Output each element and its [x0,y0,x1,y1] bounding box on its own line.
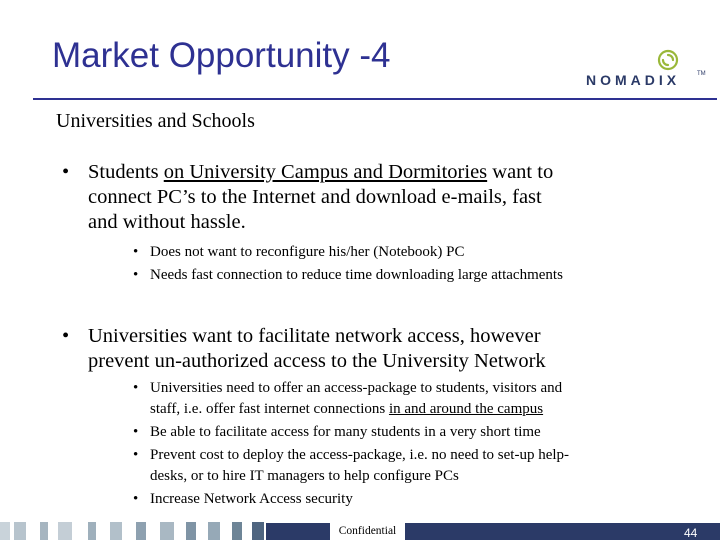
bullet-dot: • [62,161,70,183]
title-divider [33,98,717,100]
bullet-text: Students on University Campus and Dormitories want to [88,161,554,183]
slide-title: Market Opportunity -4 [52,36,391,75]
confidential-label: Confidential [330,523,405,540]
page-number: 44 [684,526,698,540]
nomadix-swirl-icon [656,48,680,72]
nomadix-logo [586,46,706,92]
highlight-in-campus: in and around the campus [388,401,544,417]
highlight-campus: on University Campus and Dormitories [163,161,488,183]
logo-text: NOMADIX [586,72,681,88]
logo-trademark: TM [697,71,706,77]
slide-subtitle: Universities and Schools [56,110,255,132]
